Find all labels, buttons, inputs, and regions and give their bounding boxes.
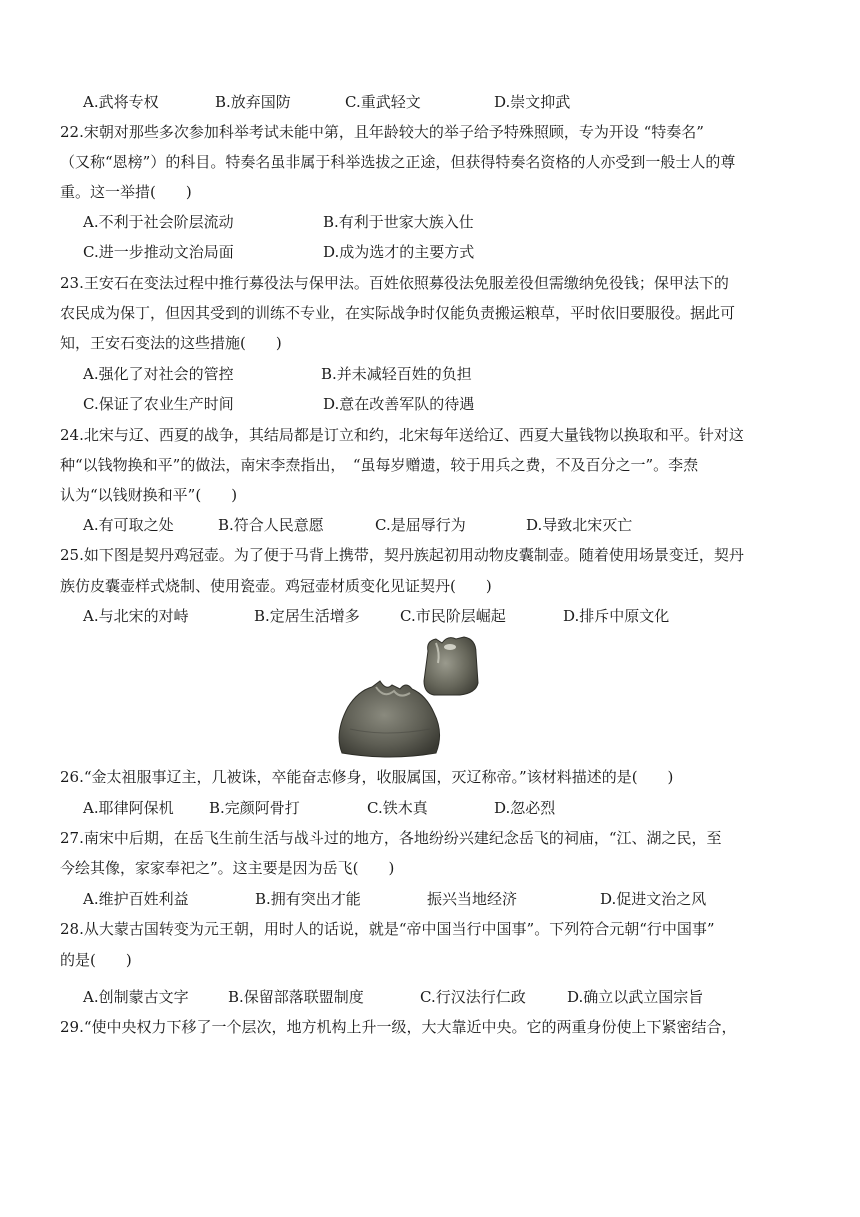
- q24-stem-line-3: 认为“以钱财换和平”( ): [60, 486, 238, 504]
- q22-stem-line-3: 重。这一举措( ): [60, 183, 192, 201]
- q25-option-b: B.定居生活增多: [254, 607, 360, 625]
- q21-options: [83, 92, 820, 112]
- cockscomb-pots-image: [330, 633, 500, 763]
- q23-stem-line-3: 知，王安石变法的这些措施( ): [60, 334, 282, 352]
- q23-options-row-2: [83, 394, 820, 414]
- q25-stem-line-2: 族仿皮囊壶样式烧制、使用瓷壶。鸡冠壶材质变化见证契丹( ): [60, 577, 492, 595]
- q28-option-b: B.保留部落联盟制度: [228, 988, 364, 1006]
- q23-options-row-1: [83, 364, 820, 384]
- q27-option-c: 振兴当地经济: [427, 890, 518, 908]
- q27-stem-line-1: 27.南宋中后期，在岳飞生前生活与战斗过的地方，各地纷纷兴建纪念岳飞的祠庙，“江、湖之民，至: [60, 829, 722, 847]
- q21-option-d: D.崇文抑武: [494, 93, 571, 111]
- q26-options: [83, 798, 820, 818]
- large-pot-shape: [339, 681, 439, 757]
- q29-stem-line-1: 29.“使中央权力下移了一个层次，地方机构上升一级，大大靠近中央。它的两重身份使上下紧密结合，: [60, 1018, 737, 1036]
- q27-stem-line-2: 今绘其像，家家奉祀之”。这主要是因为岳飞( ): [60, 859, 395, 877]
- q26-option-b: B.完颜阿骨打: [209, 799, 300, 817]
- q24-option-b: B.符合人民意愿: [218, 516, 324, 534]
- q21-option-b: B.放弃国防: [215, 93, 291, 111]
- q24-options: [83, 515, 820, 535]
- q26-option-c: C.铁木真: [367, 799, 428, 817]
- q21-option-c: C.重武轻文: [345, 93, 421, 111]
- q24-option-c: C.是屈辱行为: [375, 516, 466, 534]
- q25-options: [83, 606, 820, 626]
- q24-stem-line-2: 种“以钱物换和平”的做法，南宋李焘指出， “虽每岁赠遗，较于用兵之费，不及百分之一”。李焘: [60, 456, 699, 474]
- q22-option-c: C.进一步推动文治局面: [83, 243, 234, 261]
- q21-option-a: A.武将专权: [83, 93, 159, 111]
- q28-stem-line-2: 的是( ): [60, 951, 132, 969]
- q28-option-a: A.创制蒙古文字: [83, 988, 189, 1006]
- q23-option-c: C.保证了农业生产时间: [83, 395, 234, 413]
- q23-option-b: B.并未减轻百姓的负担: [321, 365, 472, 383]
- q27-option-b: B.拥有突出才能: [255, 890, 361, 908]
- q22-options-row-2: [83, 242, 820, 262]
- q27-option-a: A.维护百姓利益: [83, 890, 189, 908]
- q28-option-c: C.行汉法行仁政: [420, 988, 526, 1006]
- q24-option-a: A.有可取之处: [83, 516, 174, 534]
- q22-option-b: B.有利于世家大族入仕: [323, 213, 474, 231]
- q25-option-a: A.与北宋的对峙: [83, 607, 189, 625]
- q28-options: [83, 987, 820, 1007]
- q23-stem-line-2: 农民成为保丁，但因其受到的训练不专业，在实际战争时仅能负责搬运粮草，平时依旧要服役。据此可: [60, 304, 736, 322]
- q27-option-d: D.促进文治之风: [600, 890, 707, 908]
- q28-stem-line-1: 28.从大蒙古国转变为元王朝，用时人的话说，就是“帝中国当行中国事”。下列符合元朝“行中国事”: [60, 920, 715, 938]
- q22-option-d: D.成为选才的主要方式: [323, 243, 475, 261]
- q24-stem-line-1: 24.北宋与辽、西夏的战争，其结局都是订立和约，北宋每年送给辽、西夏大量钱物以换取和平。针对这: [60, 426, 744, 444]
- q26-option-a: A.耶律阿保机: [83, 799, 174, 817]
- q25-option-d: D.排斥中原文化: [563, 607, 670, 625]
- q25-stem-line-1: 25.如下图是契丹鸡冠壶。为了便于马背上携带，契丹族起初用动物皮囊制壶。随着使用场景变迁，契丹: [60, 546, 744, 564]
- q26-stem-line-1: 26.“金太祖服事辽主，几被诛，卒能奋志修身，收服属国，灭辽称帝。”该材料描述的是( ): [60, 768, 674, 786]
- q22-option-a: A.不利于社会阶层流动: [83, 213, 234, 231]
- q22-stem-line-1: 22.宋朝对那些多次参加科举考试未能中第，且年龄较大的举子给予特殊照顾，专为开设 “特奏名”: [60, 123, 704, 141]
- q27-options: [83, 889, 820, 909]
- q23-option-d: D.意在改善军队的待遇: [323, 395, 475, 413]
- q28-option-d: D.确立以武立国宗旨: [567, 988, 704, 1006]
- small-pot-shape: [424, 637, 478, 695]
- q23-stem-line-1: 23.王安石在变法过程中推行募役法与保甲法。百姓依照募役法免服差役但需缴纳免役钱；保甲法下的: [60, 274, 729, 292]
- q24-option-d: D.导致北宋灭亡: [526, 516, 633, 534]
- q23-option-a: A.强化了对社会的管控: [83, 365, 234, 383]
- q26-option-d: D.忽必烈: [494, 799, 556, 817]
- q22-stem-line-2: （又称“恩榜”）的科目。特奏名虽非属于科举选拔之正途，但获得特奏名资格的人亦受到一般士人的尊: [60, 153, 736, 171]
- cockscomb-pot-figure: [330, 633, 500, 763]
- q22-options-row-1: [83, 212, 820, 232]
- q25-option-c: C.市民阶层崛起: [400, 607, 506, 625]
